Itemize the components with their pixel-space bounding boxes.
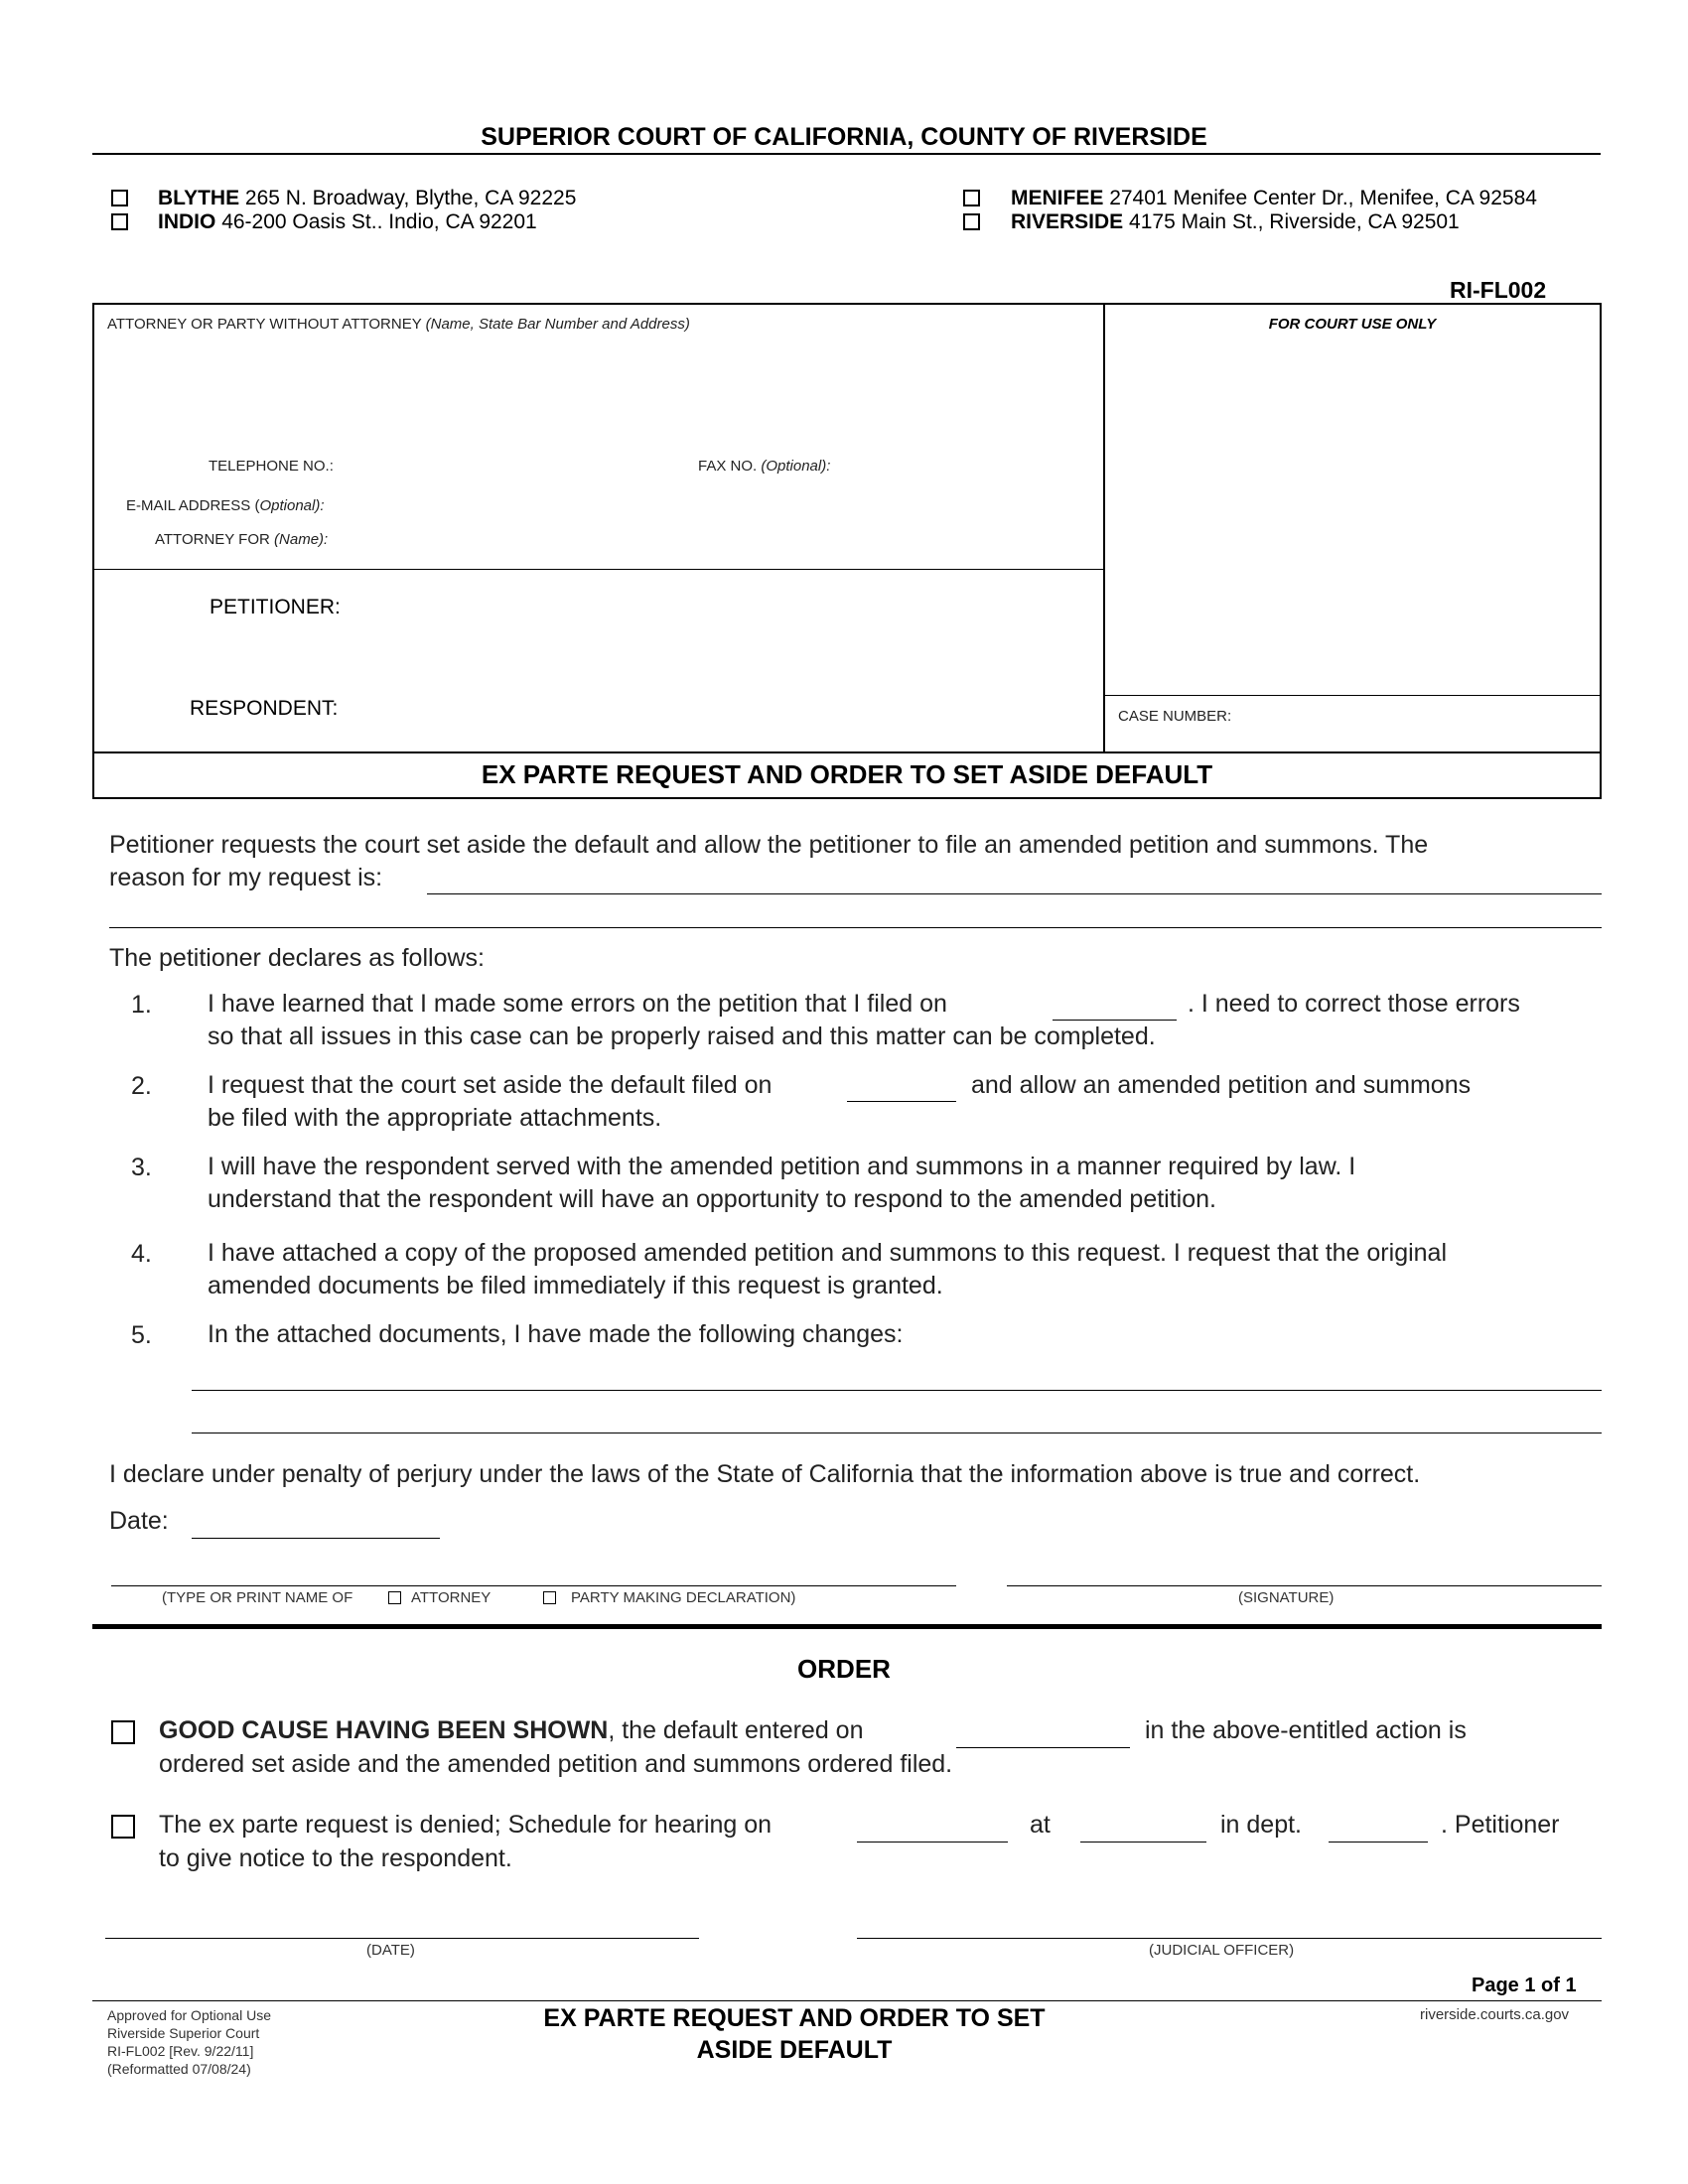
location-menifee: MENIFEE 27401 Menifee Center Dr., Menifee, CA 92584 <box>1011 187 1537 209</box>
location-riverside: RIVERSIDE 4175 Main St., Riverside, CA 92501 <box>1011 210 1460 233</box>
hearing-date-line[interactable] <box>857 1842 1008 1843</box>
checkbox-blythe[interactable] <box>111 190 128 206</box>
attorney-checkbox[interactable] <box>388 1591 401 1604</box>
judicial-officer-caption: (JUDICIAL OFFICER) <box>1149 1942 1295 1959</box>
footer-title: EX PARTE REQUEST AND ORDER TO SET ASIDE DEFAULT <box>543 2004 1046 2064</box>
judicial-officer-line[interactable] <box>857 1938 1602 1939</box>
item-2-date-line[interactable] <box>847 1101 956 1102</box>
checkbox-menifee[interactable] <box>963 190 980 206</box>
form-id: RI-FL002 <box>1450 277 1547 303</box>
footer-rule <box>92 2000 1602 2001</box>
item-2-text-b: and allow an amended petition and summons <box>971 1071 1472 1099</box>
signature-caption: (SIGNATURE) <box>1238 1589 1335 1606</box>
print-name-caption: (TYPE OR PRINT NAME OF <box>162 1589 353 1606</box>
order-date-caption: (DATE) <box>366 1942 415 1959</box>
title-box-top <box>92 751 1602 753</box>
page-number: Page 1 of 1 <box>1472 1975 1577 1996</box>
item-4-number: 4. <box>131 1240 152 1268</box>
item-1-text-a: I have learned that I made some errors on the petition that I filed on <box>208 990 947 1018</box>
court-use-label: FOR COURT USE ONLY <box>1268 316 1437 333</box>
item-1-number: 1. <box>131 991 152 1019</box>
intro-line-1: Petitioner requests the court set aside the default and allow the petitioner to file an amended petition and summons. The <box>109 831 1429 859</box>
party-checkbox[interactable] <box>543 1591 556 1604</box>
respondent-label: RESPONDENT: <box>190 697 339 720</box>
item-5-line-1: In the attached documents, I have made the following changes: <box>208 1320 904 1348</box>
order-date-line[interactable] <box>105 1938 699 1939</box>
party-option-label: PARTY MAKING DECLARATION) <box>571 1589 796 1606</box>
denied-dept: in dept. <box>1220 1811 1303 1839</box>
form-title: EX PARTE REQUEST AND ORDER TO SET ASIDE DEFAULT <box>481 759 1213 789</box>
court-use-bottom <box>1103 695 1602 696</box>
signature-line[interactable] <box>1007 1585 1602 1586</box>
hearing-dept-line[interactable] <box>1329 1842 1428 1843</box>
attorney-for-label: ATTORNEY FOR (Name): <box>155 531 329 548</box>
item-2-text-a: I request that the court set aside the default filed on <box>208 1071 773 1099</box>
denied-text: The ex parte request is denied; Schedule for hearing on <box>159 1811 773 1839</box>
declares-heading: The petitioner declares as follows: <box>109 944 485 972</box>
intro-line-2: reason for my request is: <box>109 864 383 891</box>
email-label: E-MAIL ADDRESS (Optional): <box>126 497 325 514</box>
item-2-number: 2. <box>131 1072 152 1100</box>
fax-label: FAX NO. (Optional): <box>698 458 831 475</box>
approved-note: Approved for Optional Use Riverside Superior Court RI-FL002 [Rev. 9/22/11] (Reformatted 07/08/24) <box>107 2007 271 2077</box>
item-2-line-2: be filed with the appropriate attachments. <box>208 1104 662 1132</box>
case-number-label: CASE NUMBER: <box>1118 708 1232 725</box>
denied-at: at <box>1030 1811 1051 1839</box>
petitioner-label: PETITIONER: <box>210 596 341 618</box>
order-divider <box>92 1624 1602 1629</box>
default-date-line[interactable] <box>956 1747 1130 1748</box>
perjury-statement: I declare under penalty of perjury under the laws of the State of California that the information above is true and correct. <box>109 1460 1421 1488</box>
telephone-label: TELEPHONE NO.: <box>209 458 334 475</box>
date-label: Date: <box>109 1507 169 1535</box>
changes-line-1[interactable] <box>192 1390 1602 1391</box>
reason-line-1[interactable] <box>427 893 1602 894</box>
item-3-line-2: understand that the respondent will have an opportunity to respond to the amended petition. <box>208 1185 1216 1213</box>
good-cause-text-2: in the above-entitled action is <box>1145 1716 1467 1744</box>
date-line[interactable] <box>192 1538 440 1539</box>
attorney-option-label: ATTORNEY <box>411 1589 492 1606</box>
footer-website: riverside.courts.ca.gov <box>1420 2006 1570 2023</box>
checkbox-indio[interactable] <box>111 213 128 230</box>
item-4-line-1: I have attached a copy of the proposed amended petition and summons to this request. I request that the original <box>208 1239 1448 1267</box>
header-rule <box>92 153 1601 155</box>
denied-checkbox[interactable] <box>111 1815 135 1839</box>
denied-petitioner: . Petitioner <box>1441 1811 1560 1839</box>
print-name-line[interactable] <box>111 1585 956 1586</box>
item-3-number: 3. <box>131 1154 152 1181</box>
reason-line-2[interactable] <box>109 927 1602 928</box>
checkbox-riverside[interactable] <box>963 213 980 230</box>
order-title: ORDER <box>797 1654 891 1684</box>
good-cause-checkbox[interactable] <box>111 1720 135 1744</box>
item-4-line-2: amended documents be filed immediately if this request is granted. <box>208 1272 943 1299</box>
caption-divider <box>1103 303 1105 753</box>
good-cause-text: GOOD CAUSE HAVING BEEN SHOWN, the default entered on <box>159 1716 864 1744</box>
item-5-number: 5. <box>131 1321 152 1349</box>
location-blythe: BLYTHE 265 N. Broadway, Blythe, CA 92225 <box>158 187 577 209</box>
location-indio: INDIO 46-200 Oasis St.. Indio, CA 92201 <box>158 210 537 233</box>
attorney-section-bottom <box>92 569 1103 570</box>
attorney-label: ATTORNEY OR PARTY WITHOUT ATTORNEY (Name, State Bar Number and Address) <box>107 316 690 333</box>
item-1-line-2: so that all issues in this case can be properly raised and this matter can be completed. <box>208 1023 1156 1050</box>
hearing-time-line[interactable] <box>1080 1842 1206 1843</box>
court-title: SUPERIOR COURT OF CALIFORNIA, COUNTY OF RIVERSIDE <box>481 123 1207 151</box>
good-cause-line-2: ordered set aside and the amended petition and summons ordered filed. <box>159 1750 953 1778</box>
caption-box <box>92 303 1602 799</box>
item-3-line-1: I will have the respondent served with the amended petition and summons in a manner required by law. I <box>208 1153 1356 1180</box>
denied-line-2: to give notice to the respondent. <box>159 1844 512 1872</box>
item-1-text-b: . I need to correct those errors <box>1188 990 1520 1018</box>
